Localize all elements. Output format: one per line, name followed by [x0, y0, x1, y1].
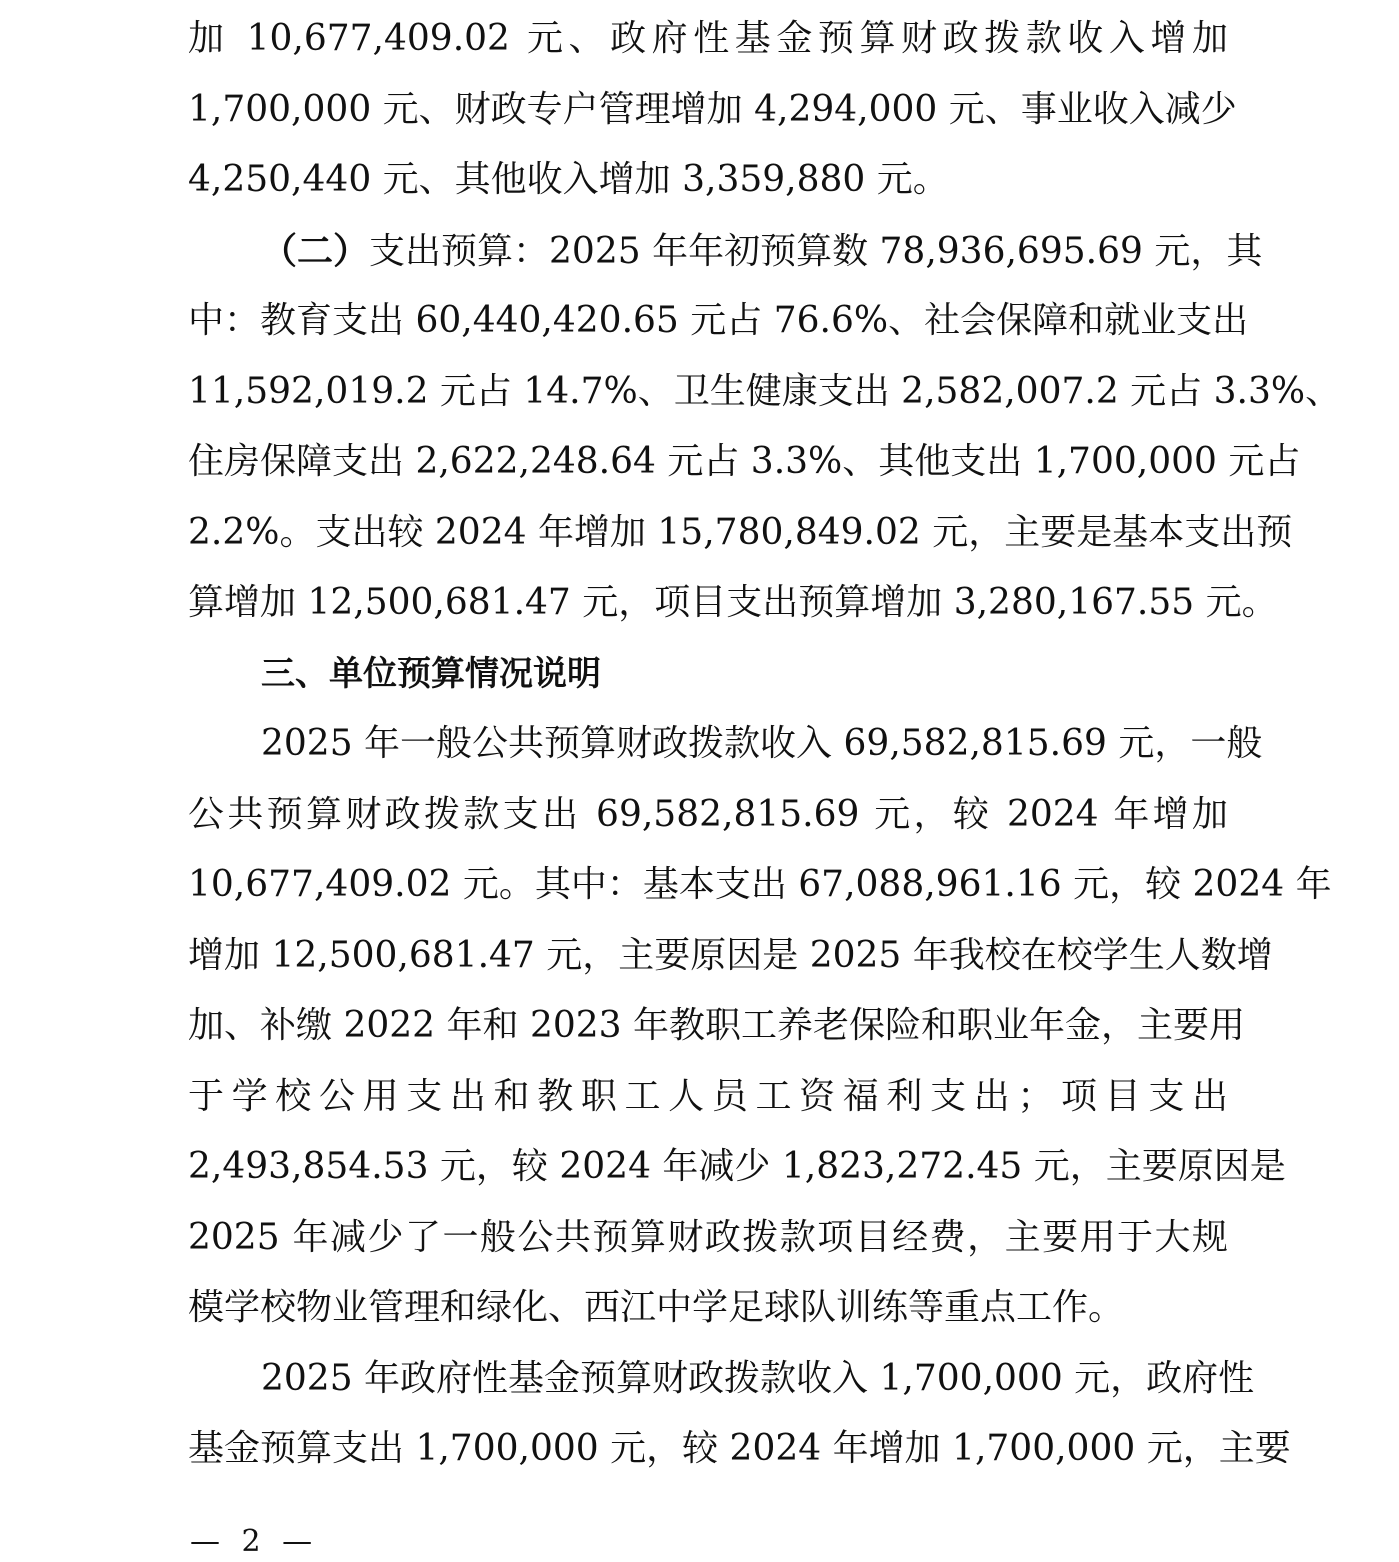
text-line: 2.2%。支出较 2024 年增加 15,780,849.02 元，主要是基本支出预: [188, 511, 1293, 553]
page-number: — 2 —: [190, 1524, 319, 1559]
expenditure-paragraph-first-line: [188, 216, 1263, 287]
text-line: 2,493,854.53 元，较 2024 年减少 1,823,272.45 元，主要原因是: [188, 1146, 1286, 1187]
text-line: 公共预算财政拨款支出 69,582,815.69 元，较 2024 年增加: [188, 793, 1228, 835]
text-line: 加 10,677,409.02 元、政府性基金预算财政拨款收入增加: [188, 18, 1228, 59]
section-heading: 三、单位预算情况说明: [261, 653, 601, 694]
text-line: 2025 年一般公共预算财政拨款收入 69,582,815.69 元，一般: [261, 723, 1263, 764]
subheading-label: （二）: [261, 229, 370, 272]
text-line: 4,250,440 元、其他收入增加 3,359,880 元。: [188, 159, 949, 200]
text-line: 基金预算支出 1,700,000 元，较 2024 年增加 1,700,000 元，主要: [188, 1428, 1291, 1469]
text-line: 模学校物业管理和绿化、西江中学足球队训练等重点工作。: [188, 1287, 1125, 1328]
text-line: 2025 年减少了一般公共预算财政拨款项目经费，主要用于大规: [188, 1216, 1228, 1258]
text-line: 于学校公用支出和教职工人员工资福利支出；项目支出: [188, 1075, 1228, 1117]
text-line: 1,700,000 元、财政专户管理增加 4,294,000 元、事业收入减少: [188, 88, 1237, 130]
text-line: 11,592,019.2 元占 14.7%、卫生健康支出 2,582,007.2 元占 3.3%、: [188, 370, 1342, 412]
text-line: 中：教育支出 60,440,420.65 元占 76.6%、社会保障和就业支出: [188, 300, 1249, 341]
text-line: 住房保障支出 2,622,248.64 元占 3.3%、其他支出 1,700,000 元占: [188, 441, 1301, 482]
text-line: 算增加 12,500,681.47 元，项目支出预算增加 3,280,167.55 元。: [188, 582, 1278, 623]
text-line: 2025 年政府性基金预算财政拨款收入 1,700,000 元，政府性: [261, 1357, 1255, 1399]
text-line: 10,677,409.02 元。其中：基本支出 67,088,961.16 元，较 2024 年: [188, 864, 1332, 905]
text-line: 支出预算：2025 年年初预算数 78,936,695.69 元，其: [369, 230, 1263, 272]
text-line: 增加 12,500,681.47 元，主要原因是 2025 年我校在校学生人数增: [188, 934, 1273, 976]
text-line: 加、补缴 2022 年和 2023 年教职工养老保险和职业年金，主要用: [188, 1005, 1246, 1046]
document-body: [188, 4, 1342, 1485]
